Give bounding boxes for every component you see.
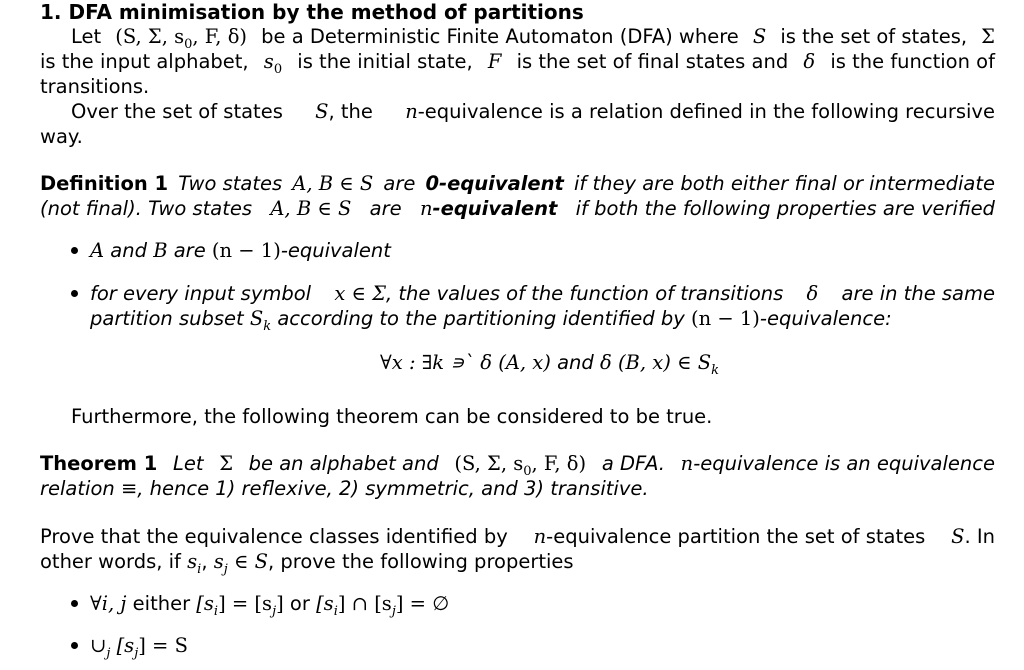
- section-heading: 1. DFA minimisation by the method of partitions: [40, 0, 584, 24]
- text: (not final). Two states: [40, 197, 253, 220]
- bullet-icon: [71, 290, 78, 297]
- text: is the set of states,: [780, 25, 968, 48]
- math-s0: $s_0$: [263, 50, 283, 77]
- text: Two states: [178, 172, 283, 195]
- theorem-label: Theorem 1: [40, 452, 158, 475]
- text: for every input symbol: [90, 282, 312, 305]
- prove-line-2: other words, if $s_i$, $s_j$ ∈ S, prove the following properties: [40, 550, 574, 577]
- math-F: F: [487, 50, 502, 73]
- definition-bullet-2-line-2: partition subset $S_k$ according to the partitioning identified by (n − 1)-equivalence:: [90, 307, 892, 334]
- math-sigma: Σ: [219, 452, 233, 475]
- text: is the initial state,: [297, 50, 473, 73]
- n-equiv-text: n-equivalence partition the set of states: [533, 525, 926, 548]
- furthermore-text: Furthermore, the following theorem can be considered to be true.: [71, 405, 713, 428]
- math-AB: A, B ∈ S: [270, 197, 352, 220]
- math-S: S: [752, 25, 767, 48]
- definition-formula: ∀x : ∃k ∍` δ (A, x) and δ (B, x) ∈ $S_k$: [380, 351, 719, 378]
- text: Prove that the equivalence classes identified by: [40, 525, 508, 548]
- text: are in the same: [841, 282, 995, 305]
- text: are: [383, 172, 416, 195]
- definition-bullet-2-line-1: [90, 281, 995, 306]
- prove-line-1: [40, 524, 995, 549]
- text: be a Deterministic Finite Automaton (DFA) where: [261, 25, 739, 48]
- text: Let: [71, 25, 102, 48]
- n-equivalent-term: n-equivalent: [419, 197, 558, 220]
- text: if both the following properties are verified: [575, 197, 995, 220]
- text: Let: [173, 452, 204, 475]
- definition-line-2: [40, 196, 995, 221]
- intro-para2-line-2: way.: [40, 125, 83, 148]
- intro-line-3: transitions.: [40, 75, 150, 98]
- text: is the set of final states and: [516, 50, 789, 73]
- text: if they are both either final or intermediate: [573, 172, 995, 195]
- math-AB: A, B ∈ S: [292, 172, 374, 195]
- text: is the function of: [830, 50, 995, 73]
- theorem-line-2: relation ≡, hence 1) reflexive, 2) symmetric, and 3) transitive.: [40, 477, 649, 500]
- intro-line-2: [40, 49, 995, 82]
- text: be an alphabet and: [248, 452, 439, 475]
- prove-bullet-2: $\cup_j$ $[s_j] = S$: [90, 634, 188, 661]
- definition-bullet-1: A and B are (n − 1)-equivalent: [90, 239, 391, 262]
- math-S-group: S, the: [315, 100, 373, 123]
- text: is the input alphabet,: [40, 50, 249, 73]
- n-equiv-text: n-equivalence is a relation defined in the following recursive: [405, 100, 995, 123]
- math-sigma: Σ: [981, 25, 995, 48]
- bullet-icon: [71, 600, 78, 607]
- math-S-group: S. In: [951, 525, 995, 548]
- dfa-tuple: (S, Σ, $s_0$, F, δ): [115, 25, 248, 52]
- text: a DFA.: [601, 452, 665, 475]
- bullet-icon: [71, 642, 78, 649]
- definition-label: Definition 1: [40, 172, 169, 195]
- math-delta: δ: [806, 282, 819, 305]
- text: are: [369, 197, 402, 220]
- prove-bullet-1: ∀i, j either $[s_i] = [s_j]$ or $[s_i]$ ∩ $[s_j]$ = ∅: [90, 592, 450, 619]
- math-delta: δ: [803, 50, 816, 73]
- n-equiv-text: n-equivalence is an equivalence: [680, 452, 995, 475]
- math-x-in-sigma: x ∈ Σ, the values of the function of transitions: [334, 282, 784, 305]
- zero-equivalent-term: 0-equivalent: [425, 172, 564, 195]
- dfa-tuple: (S, Σ, $s_0$, F, δ): [454, 452, 587, 479]
- bullet-icon: [71, 247, 78, 254]
- intro-para2-line-1: [71, 99, 995, 124]
- definition-line-1: [40, 171, 995, 196]
- text: Over the set of states: [71, 100, 283, 123]
